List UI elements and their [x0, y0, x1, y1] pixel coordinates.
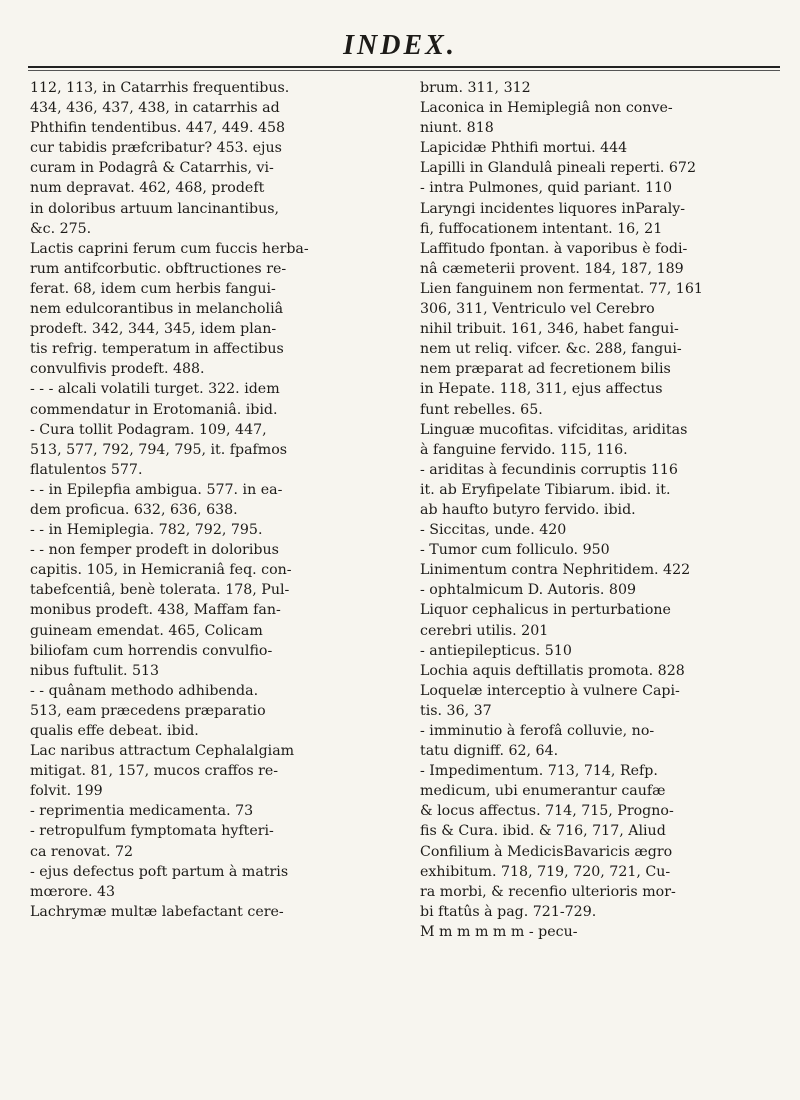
index-line: funt rebelles. 65.	[420, 401, 543, 418]
index-line: fi, fuffocationem intentant. 16, 21	[420, 220, 663, 237]
index-line: Linimentum contra Nephritidem. 422	[420, 562, 691, 579]
index-line: Loquelæ interceptio à vulnere Capi-	[420, 682, 680, 699]
index-line: biliofam cum horrendis convulfio-	[30, 642, 273, 659]
index-line: nâ cæmeterii provent. 184, 187, 189	[420, 260, 684, 277]
index-line: - ariditas à fecundinis corruptis 116	[420, 461, 678, 478]
index-line: tis refrig. temperatum in affectibus	[30, 341, 284, 358]
index-line: 513, 577, 792, 794, 795, it. fpafmos	[30, 441, 288, 458]
index-line: - - in Epilepfia ambigua. 577. in ea-	[30, 481, 283, 498]
index-line: mœrore. 43	[30, 883, 116, 900]
index-line: - imminutio à ferofâ colluvie, no-	[420, 723, 655, 739]
index-line: guineam emendat. 465, Colicam	[30, 622, 263, 639]
index-line: - - non femper prodeft in doloribus	[30, 542, 279, 559]
index-line: à fanguine fervido. 115, 116.	[420, 441, 628, 458]
index-line: ferat. 68, idem cum herbis fangui-	[30, 280, 276, 297]
index-line: - Impedimentum. 713, 714, Refp.	[420, 763, 658, 780]
index-line: cerebri utilis. 201	[420, 622, 549, 639]
index-line: - Tumor cum folliculo. 950	[420, 542, 610, 559]
index-line: 306, 311, Ventriculo vel Cerebro	[420, 301, 655, 318]
index-line: in Hepate. 118, 311, ejus affectus	[420, 381, 663, 398]
index-line: capitis. 105, in Hemicraniâ feq. con-	[30, 562, 292, 579]
index-line: prodeft. 342, 344, 345, idem plan-	[30, 321, 277, 338]
index-line: convulfivis prodeft. 488.	[30, 361, 205, 378]
index-line: 434, 436, 437, 438, in catarrhis ad	[30, 100, 280, 117]
index-line: ab haufto butyro fervido. ibid.	[420, 501, 636, 518]
index-line: 513, eam præcedens præparatio	[30, 702, 266, 719]
index-line: M m m m m m - pecu-	[420, 923, 578, 940]
index-line: medicum, ubi enumerantur caufæ	[420, 783, 666, 800]
index-line: Laryngi incidentes liquores inParaly-	[420, 200, 686, 217]
index-line: Liquor cephalicus in perturbatione	[420, 602, 671, 619]
index-line: - Cura tollit Podagram. 109, 447,	[30, 421, 267, 438]
index-line: Lochia aquis deftillatis promota. 828	[420, 662, 685, 679]
index-line: cur tabidis præfcribatur? 453. ejus	[30, 140, 282, 157]
header-rule-thin	[28, 70, 780, 71]
index-line: Lien fanguinem non fermentat. 77, 161	[420, 280, 703, 297]
index-line: Lac naribus attractum Cephalalgiam	[30, 743, 295, 760]
index-line: - Siccitas, unde. 420	[420, 522, 567, 539]
index-line: - antiepilepticus. 510	[420, 642, 572, 659]
index-line: - - in Hemiplegia. 782, 792, 795.	[30, 522, 263, 539]
index-line: - intra Pulmones, quid pariant. 110	[420, 180, 673, 197]
index-line: - ejus defectus poft partum à matris	[30, 863, 289, 880]
index-line: tabefcentiâ, benè tolerata. 178, Pul-	[30, 582, 290, 599]
index-line: Phthifin tendentibus. 447, 449. 458	[30, 120, 286, 137]
index-line: dem proficua. 632, 636, 638.	[30, 501, 238, 518]
index-line: Confilium à MedicisBavaricis ægro	[420, 843, 673, 860]
right-column	[420, 78, 780, 942]
index-line: Laffitudo fpontan. à vaporibus è fodi-	[420, 240, 688, 257]
index-line: Linguæ mucofitas. vifciditas, ariditas	[420, 421, 688, 438]
index-line: - ophtalmicum D. Autoris. 809	[420, 582, 637, 599]
index-line: - - quânam methodo adhibenda.	[30, 682, 259, 699]
index-line: - retropulfum fymptomata hyfteri-	[30, 823, 274, 840]
index-line: exhibitum. 718, 719, 720, 721, Cu-	[420, 863, 671, 880]
index-line: nihil tribuit. 161, 346, habet fangui-	[420, 321, 679, 338]
index-line: flatulentos 577.	[30, 461, 143, 478]
index-line: & locus affectus. 714, 715, Progno-	[420, 803, 674, 820]
index-line: rum antifcorbutic. obftructiones re-	[30, 260, 287, 277]
index-line: curam in Podagrâ & Catarrhis, vi-	[30, 160, 274, 177]
index-line: bi ftatûs à pag. 721-729.	[420, 903, 597, 920]
index-line: niunt. 818	[420, 120, 494, 137]
index-line: nem edulcorantibus in melancholiâ	[30, 301, 284, 318]
index-line: it. ab Eryfipelate Tibiarum. ibid. it.	[420, 481, 671, 498]
index-line: tatu digniff. 62, 64.	[420, 743, 559, 760]
index-line: mitigat. 81, 157, mucos craffos re-	[30, 763, 279, 780]
page-header: INDEX.	[343, 30, 457, 61]
index-line: - - - alcali volatili turget. 322. idem	[30, 381, 280, 398]
index-line: fis & Cura. ibid. & 716, 717, Aliud	[420, 823, 666, 840]
index-line: nem ut reliq. vifcer. &c. 288, fangui-	[420, 341, 682, 358]
index-line: folvit. 199	[30, 783, 103, 800]
index-line: Lapicidæ Phthifi mortui. 444	[420, 140, 628, 157]
index-line: - reprimentia medicamenta. 73	[30, 803, 254, 820]
index-line: ra morbi, & recenfio ulterioris mor-	[420, 883, 676, 900]
index-line: &c. 275.	[30, 220, 92, 237]
index-line: nibus fuftulit. 513	[30, 662, 160, 679]
index-line: 112, 113, in Catarrhis frequentibus.	[30, 80, 290, 96]
index-line: qualis effe debeat. ibid.	[30, 723, 199, 739]
index-line: tis. 36, 37	[420, 702, 492, 719]
index-line: ca renovat. 72	[30, 843, 134, 860]
index-line: Lactis caprini ferum cum fuccis herba-	[30, 240, 309, 257]
index-line: Lachrymæ multæ labefactant cere-	[30, 903, 284, 920]
header-rule	[28, 66, 780, 68]
index-line: Lapilli in Glandulâ pineali reperti. 672	[420, 160, 696, 177]
index-line: brum. 311, 312	[420, 80, 531, 96]
index-line: num depravat. 462, 468, prodeft	[30, 180, 265, 197]
index-line: nem præparat ad fecretionem bilis	[420, 361, 671, 378]
index-line: monibus prodeft. 438, Maffam fan-	[30, 602, 281, 619]
left-column	[30, 78, 390, 922]
index-line: in doloribus artuum lancinantibus,	[30, 200, 279, 217]
index-line: commendatur in Erotomaniâ. ibid.	[30, 401, 278, 418]
index-line: Laconica in Hemiplegiâ non conve-	[420, 100, 673, 117]
